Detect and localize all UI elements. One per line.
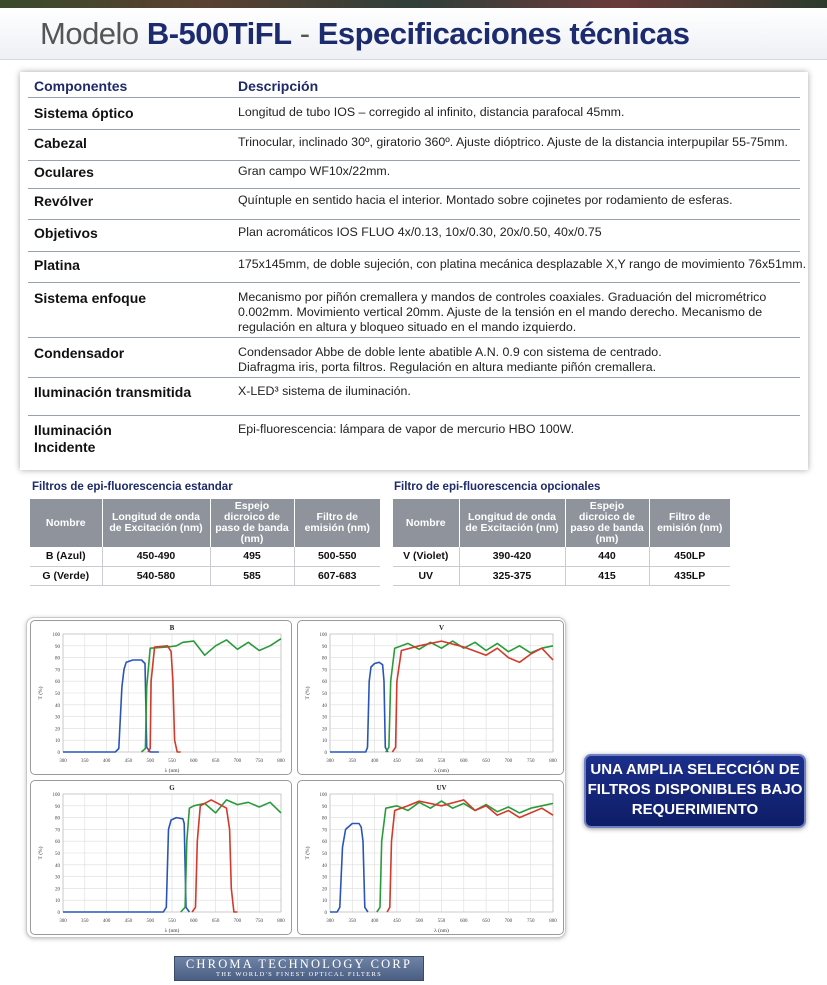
y-axis-label: T (%) [305, 846, 311, 860]
cell-emission: 500-550 [294, 547, 380, 566]
y-tick-label: 70 [55, 668, 60, 674]
y-tick-label: 50 [322, 692, 327, 697]
x-tick-label: 700 [504, 759, 513, 764]
title-dash: - [299, 16, 310, 51]
x-tick-label: 450 [393, 919, 401, 924]
spec-label: Oculares [34, 164, 94, 180]
cell-dichroic: 415 [565, 566, 649, 585]
y-tick-label: 40 [55, 863, 60, 869]
x-tick-label: 450 [124, 759, 133, 764]
top-decorative-band [0, 0, 827, 8]
x-tick-label: 650 [211, 759, 220, 764]
y-tick-label: 30 [322, 715, 327, 721]
spec-description [238, 164, 798, 179]
row-divider [28, 415, 800, 416]
y-tick-label: 30 [55, 875, 60, 881]
standard-filters-header-row [30, 499, 380, 547]
x-tick-label: 400 [370, 759, 379, 764]
series-line-2 [387, 800, 553, 912]
y-tick-label: 40 [322, 863, 327, 869]
spec-description [238, 225, 798, 240]
chart-b-svg [31, 621, 293, 776]
spec-description-line: Condensador Abbe de doble lente abatible A.N. 0.9 con sistema de centrado. [238, 345, 662, 359]
spec-description-line: Plan acromáticos IOS FLUO 4x/0.13, 10x/0.30, 20x/0.50, 40x/0.75 [238, 225, 602, 239]
chroma-logo-slogan: THE WORLD'S FINEST OPTICAL FILTERS [216, 971, 382, 978]
page-header [0, 8, 827, 60]
x-tick-label: 300 [326, 919, 334, 924]
x-tick-label: 500 [415, 919, 423, 924]
row-divider [28, 377, 800, 378]
y-tick-label: 20 [55, 887, 60, 893]
x-tick-label: 550 [437, 759, 446, 764]
spec-label: Cabezal [34, 135, 87, 151]
y-tick-label: 60 [322, 680, 327, 686]
spec-label: Iluminación Incidente [34, 422, 112, 455]
spec-label: Iluminación transmitida [34, 384, 192, 400]
series-line-0 [63, 660, 159, 752]
spectra-chart-panel [26, 617, 566, 938]
y-tick-label: 0 [324, 911, 327, 916]
x-tick-label: 500 [146, 759, 154, 764]
y-tick-label: 50 [55, 852, 60, 857]
x-tick-label: 750 [255, 919, 263, 924]
header-excitation: Longitud de onda de Excitación (nm) [102, 499, 210, 547]
spec-label: Platina [34, 257, 80, 273]
spec-description [238, 422, 798, 437]
y-tick-label: 70 [55, 828, 60, 834]
cell-excitation: 540-580 [102, 566, 210, 585]
x-tick-label: 350 [81, 759, 89, 764]
spec-description [238, 345, 798, 375]
y-tick-label: 60 [55, 680, 60, 686]
y-tick-label: 90 [55, 644, 60, 650]
y-tick-label: 80 [55, 816, 60, 822]
x-tick-label: 700 [504, 919, 513, 924]
x-tick-label: 600 [190, 919, 198, 924]
y-tick-label: 0 [57, 911, 60, 916]
chart-title: B [169, 624, 175, 632]
cell-emission: 450LP [649, 547, 730, 566]
series-line-2 [148, 646, 181, 752]
spec-description-line: Quíntuple en sentido hacia el interior. Montado sobre cojinetes por rodamiento de esferas. [238, 193, 733, 207]
spec-description [238, 290, 798, 335]
x-tick-label: 500 [415, 759, 423, 764]
y-axis-label: T (%) [38, 846, 44, 860]
row-divider [28, 219, 800, 220]
table-row [30, 566, 380, 585]
header-emission: Filtro de emisión (nm) [649, 499, 730, 547]
cell-emission: 435LP [649, 566, 730, 585]
x-tick-label: 300 [59, 759, 67, 764]
spec-description [238, 193, 798, 208]
chart-title: G [169, 784, 175, 792]
header-dichroic: Espejo dicroico de paso de banda (nm) [210, 499, 294, 547]
series-line-0 [330, 824, 368, 913]
cell-name: V (Violet) [393, 547, 459, 566]
chroma-logo-name: CHROMA TECHNOLOGY CORP [185, 957, 413, 971]
column-header-description: Descripción [238, 78, 319, 94]
series-line-2 [192, 800, 237, 912]
y-tick-label: 60 [55, 840, 60, 846]
y-tick-label: 90 [322, 804, 327, 810]
chart-v [297, 620, 564, 775]
y-tick-label: 70 [322, 828, 327, 834]
spec-description-line: Longitud de tubo IOS – corregido al infinito, distancia parafocal 45mm. [238, 105, 625, 119]
x-axis-label: λ (nm) [164, 768, 180, 774]
row-divider [28, 160, 800, 161]
y-tick-label: 40 [322, 703, 327, 709]
x-tick-label: 650 [482, 759, 490, 764]
table-row [393, 547, 730, 566]
y-tick-label: 10 [55, 899, 60, 905]
title-model-code: B-500TiFL [146, 16, 292, 51]
x-tick-label: 450 [393, 759, 401, 764]
x-tick-label: 400 [102, 919, 111, 924]
y-tick-label: 20 [55, 727, 60, 733]
cell-dichroic: 585 [210, 566, 294, 585]
y-tick-label: 40 [55, 703, 60, 709]
series-line-0 [330, 662, 388, 752]
x-axis-label: λ (nm) [434, 768, 449, 774]
optional-filters-header-row [393, 499, 730, 547]
cell-name: B (Azul) [30, 547, 102, 566]
x-tick-label: 600 [460, 759, 468, 764]
y-tick-label: 80 [322, 816, 327, 822]
y-tick-label: 60 [322, 840, 327, 846]
table-row [393, 566, 730, 585]
y-tick-label: 100 [52, 793, 60, 798]
x-tick-label: 350 [348, 919, 357, 924]
y-tick-label: 20 [322, 887, 327, 893]
y-tick-label: 90 [322, 644, 327, 650]
spec-description-line: 0.002mm. Movimiento vertical 20mm. Ajuste de la tensión en el mando derecho. Mecanismo de [238, 305, 763, 319]
x-tick-label: 300 [59, 919, 67, 924]
spec-label: Sistema óptico [34, 105, 134, 121]
y-tick-label: 30 [55, 715, 60, 721]
cell-excitation: 325-375 [459, 566, 565, 585]
standard-filters-table [30, 499, 380, 586]
row-divider [28, 129, 800, 130]
chart-title: UV [436, 784, 447, 792]
page-title [40, 16, 689, 52]
spec-description-line: X-LED³ sistema de iluminación. [238, 384, 411, 398]
spec-table [20, 72, 808, 470]
y-axis-label: T (%) [305, 686, 311, 700]
promo-banner [584, 754, 806, 828]
spec-description [238, 257, 807, 272]
title-model-word: Modelo [40, 16, 139, 51]
y-tick-label: 100 [319, 633, 327, 638]
y-tick-label: 100 [319, 793, 327, 798]
cell-dichroic: 440 [565, 547, 649, 566]
spec-label: Objetivos [34, 225, 98, 241]
cell-name: UV [393, 566, 459, 585]
x-tick-label: 450 [124, 919, 133, 924]
y-tick-label: 0 [57, 751, 60, 756]
x-tick-label: 600 [190, 759, 198, 764]
y-tick-label: 90 [55, 804, 60, 810]
x-tick-label: 300 [326, 759, 334, 764]
x-tick-label: 650 [211, 919, 220, 924]
promo-line-2: FILTROS DISPONIBLES BAJO [587, 781, 803, 798]
spec-description-line: 175x145mm, de doble sujeción, con platina mecánica desplazable X,Y rango de movimiento 76x51mm. [238, 257, 807, 271]
chart-title: V [438, 624, 445, 632]
y-tick-label: 10 [55, 739, 60, 745]
y-tick-label: 10 [322, 739, 327, 745]
chart-uv [297, 780, 564, 935]
spec-description-line: Mecanismo por piñón cremallera y mandos de controles coaxiales. Graduación del micrométrico [238, 290, 767, 304]
chroma-logo [174, 956, 424, 981]
y-tick-label: 100 [52, 633, 60, 638]
table-row [30, 547, 380, 566]
header-dichroic: Espejo dicroico de paso de banda (nm) [565, 499, 649, 547]
column-header-components: Componentes [34, 78, 128, 94]
x-tick-label: 650 [482, 919, 490, 924]
y-tick-label: 0 [324, 751, 327, 756]
x-axis-label: λ (nm) [434, 928, 449, 934]
x-tick-label: 800 [549, 919, 557, 924]
spec-description [238, 384, 798, 399]
y-tick-label: 50 [322, 852, 327, 857]
spec-description [238, 105, 798, 120]
chart-g-svg [31, 781, 293, 936]
chart-b [30, 620, 292, 775]
y-tick-label: 80 [55, 656, 60, 662]
x-tick-label: 700 [233, 919, 242, 924]
promo-line-3: REQUERIMIENTO [631, 801, 759, 818]
row-divider [28, 188, 800, 189]
optional-filters-title: Filtro de epi-fluorescencia opcionales [394, 481, 601, 493]
spec-label: Condensador [34, 345, 125, 361]
y-tick-label: 10 [322, 899, 327, 905]
spec-description [238, 135, 798, 150]
x-tick-label: 500 [146, 919, 154, 924]
x-tick-label: 750 [526, 759, 535, 764]
cell-dichroic: 495 [210, 547, 294, 566]
row-divider [28, 282, 800, 283]
header-excitation: Longitud de onda de Excitación (nm) [459, 499, 565, 547]
spec-description-line: regulación en altura y bloqueo situado en el mando izquierdo. [238, 320, 577, 334]
spec-label: Sistema enfoque [34, 290, 147, 306]
x-tick-label: 350 [348, 759, 357, 764]
spec-description-line: Diafragma iris, porta filtros. Regulación en altura mediante piñón cremallera. [238, 360, 657, 374]
spec-description-line: Epi-fluorescencia: lámpara de vapor de mercurio HBO 100W. [238, 422, 575, 436]
x-tick-label: 550 [437, 919, 446, 924]
x-tick-label: 700 [233, 759, 242, 764]
optional-filters-table [393, 499, 730, 586]
x-tick-label: 400 [370, 919, 379, 924]
x-tick-label: 750 [526, 919, 535, 924]
x-axis-label: λ (nm) [164, 928, 180, 934]
spec-label: Revólver [34, 193, 94, 209]
header-emission: Filtro de emisión (nm) [294, 499, 380, 547]
x-tick-label: 400 [102, 759, 111, 764]
header-name: Nombre [30, 499, 102, 547]
chart-g [30, 780, 292, 935]
cell-name: G (Verde) [30, 566, 102, 585]
x-tick-label: 600 [460, 919, 468, 924]
y-tick-label: 70 [322, 668, 327, 674]
header-divider [28, 97, 800, 98]
y-axis-label: T (%) [38, 686, 44, 700]
chart-uv-svg [298, 781, 565, 936]
y-tick-label: 50 [55, 692, 60, 697]
x-tick-label: 750 [255, 759, 263, 764]
x-tick-label: 550 [168, 919, 176, 924]
promo-line-1: UNA AMPLIA SELECCIÓN DE [590, 761, 800, 778]
cell-excitation: 390-420 [459, 547, 565, 566]
x-tick-label: 800 [549, 759, 557, 764]
title-spec-word: Especificaciones técnicas [317, 16, 690, 51]
standard-filters-title: Filtros de epi-fluorescencia estandar [32, 481, 233, 493]
y-tick-label: 80 [322, 656, 327, 662]
x-tick-label: 800 [277, 759, 285, 764]
cell-emission: 607-683 [294, 566, 380, 585]
spec-description-line: Trinocular, inclinado 30º, giratorio 360º. Ajuste dióptrico. Ajuste de la distancia interpupilar 55-75mm. [238, 135, 788, 149]
x-tick-label: 800 [277, 919, 285, 924]
y-tick-label: 30 [322, 875, 327, 881]
row-divider [28, 251, 800, 252]
cell-excitation: 450-490 [102, 547, 210, 566]
spec-description-line: Gran campo WF10x/22mm. [238, 164, 391, 178]
row-divider [28, 337, 800, 338]
header-name: Nombre [393, 499, 459, 547]
y-tick-label: 20 [322, 727, 327, 733]
chart-v-svg [298, 621, 565, 776]
series-line-1 [142, 639, 282, 752]
x-tick-label: 350 [81, 919, 89, 924]
x-tick-label: 550 [168, 759, 176, 764]
